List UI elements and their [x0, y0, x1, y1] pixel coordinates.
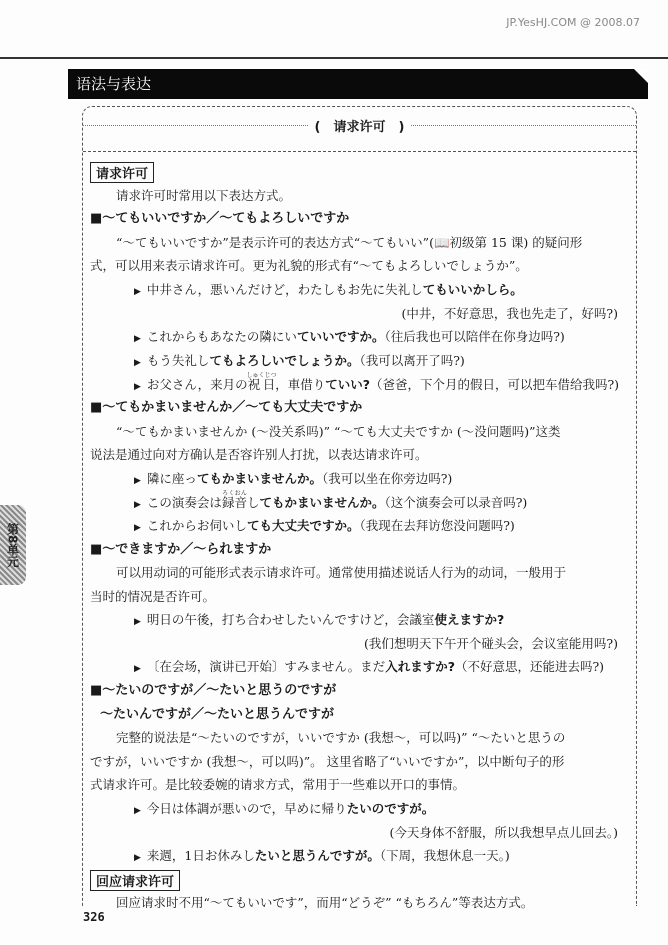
paragraph-line: ですが，いいですか (我想～，可以吗)”。 这里省略了“いいですか”，以中断句子的形 — [90, 753, 565, 769]
example-text: 明日の午後，打ち合わせしたいんですけど，会議室 — [146, 612, 435, 628]
translation: （我现在去拜访您没问题吗?) — [359, 517, 515, 533]
example-pattern: たいと思うんですが。 — [254, 848, 380, 864]
example-pattern: てもかまいませんか。 — [259, 495, 385, 511]
bullet-triangle-icon: ▶ — [134, 522, 141, 533]
example — [90, 490, 630, 514]
example-text: ，車借り — [275, 377, 326, 393]
example-pattern: てもいいかしら。 — [422, 281, 523, 297]
banner-title: 语法与表达 — [76, 75, 152, 93]
paragraph-line: 式，可以用来表示请求许可。更为礼貌的形式有“～てもよろしいでしょうか”。 — [90, 258, 528, 274]
bullet-triangle-icon: ▶ — [134, 382, 141, 393]
example — [90, 325, 630, 349]
translation: （我可以坐在你旁边吗?) — [321, 470, 453, 486]
example-text: 中井さん，悪いんだけど，わたしもお先に失礼し — [146, 281, 423, 297]
furigana: ろくおん — [221, 490, 247, 498]
content — [90, 160, 630, 915]
paragraph-line: 回应请求时不用“～てもいいです”，而用“どうぞ” “もちろん”等表达方式。 — [116, 895, 534, 911]
example-pattern: ても大丈夫ですか。 — [246, 517, 360, 533]
ruby-word — [221, 490, 247, 511]
example-text: 〔在会场，演讲已开始〕すみません。まだ — [146, 659, 386, 675]
pattern-heading: ■～たいのですが／～たいと思うのですが — [90, 683, 337, 699]
translation: （往后我也可以陪伴在你身边吗?) — [384, 329, 565, 345]
example — [90, 349, 630, 373]
example — [90, 278, 630, 302]
example — [90, 608, 630, 632]
example-pattern: 使えますか? — [434, 612, 505, 628]
pattern-heading: ■～できますか／～られますか — [90, 541, 272, 557]
example-text: もう失礼し — [146, 352, 210, 368]
bullet-triangle-icon: ▶ — [134, 500, 141, 511]
box-title: ( 请求许可 ) — [309, 116, 411, 135]
example — [90, 655, 630, 679]
example — [90, 844, 630, 868]
example-pattern: てもかまいませんか。 — [196, 470, 322, 486]
ruby-base: 祝日 — [246, 377, 277, 393]
bullet-triangle-icon: ▶ — [134, 664, 141, 675]
example-pattern: たいのですが。 — [346, 801, 435, 817]
bullet-triangle-icon: ▶ — [134, 286, 141, 297]
translation: (今天身体不舒服，所以我想早点儿回去。) — [389, 824, 618, 840]
intro-text: 请求许可时常用以下表达方式。 — [116, 187, 292, 203]
translation: （我可以离开了吗?) — [359, 352, 465, 368]
bullet-triangle-icon: ▶ — [134, 806, 141, 817]
bullet-triangle-icon: ▶ — [134, 475, 141, 486]
translation: (我们想明天下午开个碰头会，会议室能用吗?) — [364, 635, 618, 651]
pattern-heading: ～たいんですが／～たいと思うんですが — [100, 706, 335, 722]
watermark: JP.YesHJ.COM @ 2008.07 — [506, 16, 640, 29]
translation: （爸爸，下个月的假日，可以把车借给我吗?) — [369, 377, 620, 393]
section-label: 回应请求许可 — [90, 870, 180, 891]
example-pattern: てもよろしいでしょうか。 — [209, 352, 360, 368]
bullet-triangle-icon: ▶ — [134, 357, 141, 368]
example-text: し — [246, 495, 260, 511]
bullet-triangle-icon: ▶ — [134, 334, 141, 345]
translation: （下周，我想休息一天。) — [379, 848, 510, 864]
header-rule — [0, 57, 668, 59]
example-text: これからお伺いし — [146, 517, 247, 533]
unit-side-tab: 第8单元 — [0, 505, 26, 585]
pattern-heading: ■～てもいいですか／～てもよろしいですか — [90, 211, 350, 227]
paragraph-line: 式请求许可。是比较委婉的请求方式，常用于一些难以开口的事情。 — [90, 777, 466, 793]
ruby-word — [246, 372, 277, 393]
example — [90, 514, 630, 538]
bullet-triangle-icon: ▶ — [134, 853, 141, 864]
example-pattern: ていい? — [325, 377, 370, 393]
paragraph-line: “～てもいいですか”是表示许可的表达方式“～てもいい”(📖初级第 15 课) 的疑问形 — [116, 234, 583, 250]
box-title-bar — [83, 107, 636, 152]
example — [90, 372, 630, 396]
section-label: 请求许可 — [90, 162, 154, 183]
example-text: これからもあなたの隣にい — [146, 329, 297, 345]
furigana: しゅくじつ — [246, 372, 277, 380]
pattern-heading: ■～てもかまいませんか／～ても大丈夫ですか — [90, 399, 363, 415]
ruby-base: 録音 — [221, 495, 247, 511]
example — [90, 797, 630, 821]
example-pattern: 入れますか? — [385, 659, 455, 675]
paragraph-line: 完整的说法是“～たいのですが，いいですか (我想～，可以吗)” “～たいと思うの — [116, 730, 566, 746]
translation: （不好意思，还能进去吗?) — [454, 659, 605, 675]
paragraph-line: “～てもかまいませんか (～没关系吗)” “～ても大丈夫ですか (～没问题吗)”这类 — [116, 423, 561, 439]
example-text: お父さん，来月の — [146, 377, 248, 393]
page-number: 326 — [83, 910, 105, 924]
paragraph-line: 可以用动词的可能形式表示请求许可。通常使用描述说话人行为的动词，一般用于 — [116, 565, 567, 581]
example — [90, 467, 630, 491]
page-corner-icon — [634, 69, 648, 83]
paragraph-line: 说法是通过向对方确认是否容许别人打扰，以表达请求许可。 — [90, 447, 428, 463]
bullet-triangle-icon: ▶ — [134, 617, 141, 628]
section-banner — [68, 69, 648, 99]
translation: （这个演奏会可以录音吗?) — [384, 495, 528, 511]
example-text: この演奏会は — [146, 495, 222, 511]
translation: (中井，不好意思，我也先走了，好吗?) — [401, 305, 618, 321]
example-pattern: ていいですか。 — [296, 329, 385, 345]
example-text: 隣に座っ — [146, 470, 197, 486]
example-text: 今日は体調が悪いので，早めに帰り — [146, 801, 347, 817]
paragraph-line: 当时的情况是否许可。 — [90, 588, 216, 604]
example-text: 来週，1日お休みし — [146, 848, 255, 864]
